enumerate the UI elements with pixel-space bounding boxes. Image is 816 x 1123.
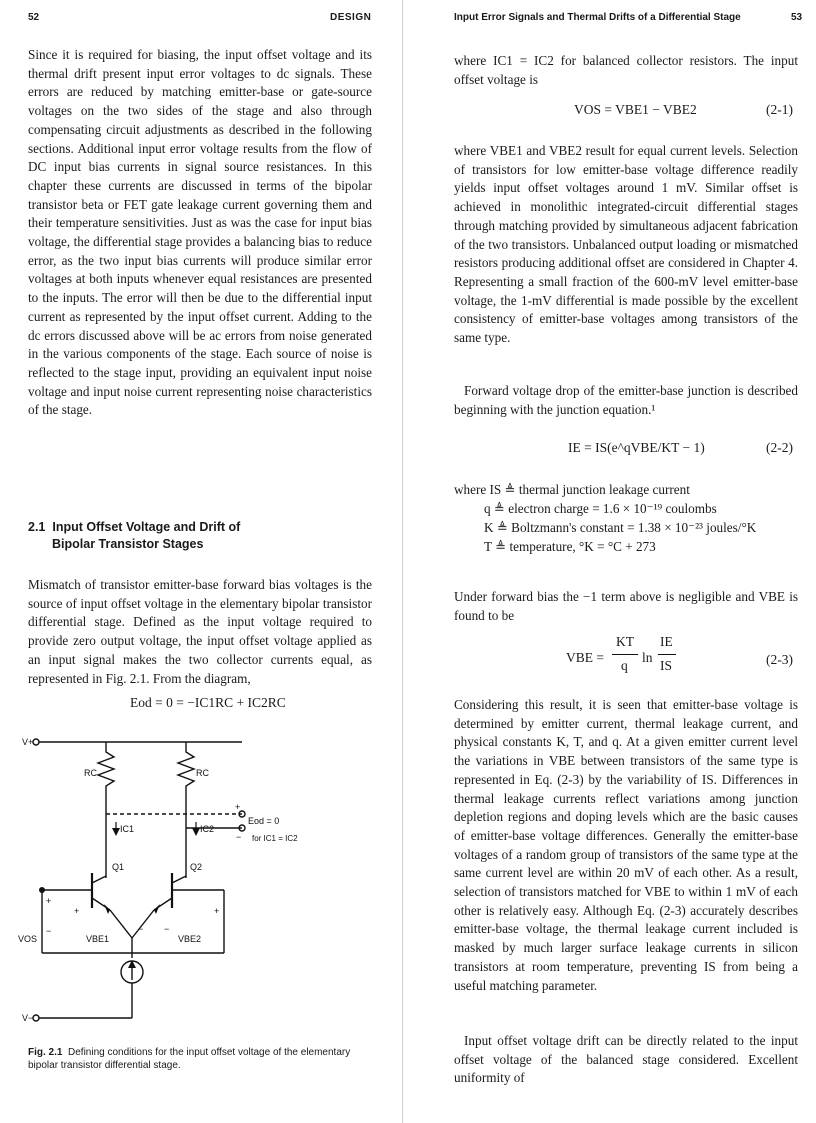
eq-2-3-bar2 <box>658 654 676 655</box>
vplus-terminal <box>33 739 39 745</box>
para-2: where VBE1 and VBE2 result for equal current levels. Selection of transistors for low emitter-base voltage difference readily yields input offset voltages around 1 mV. Similar offset is achieved in monolithic integrated-circuit differential stages through matching provided by simultaneous adjacent fabrication of the two transistors. Unbalanced output loading or mismatched resistors producing additional offset are considered in Chapter 4. Representing a small fraction of the 600-mV level emitter-base voltage, the 1-mV differential is made possible by the excellent consistency of emitter-base voltages among transistors of the same type. <box>454 143 798 346</box>
section-title-line2: Bipolar Transistor Stages <box>52 537 204 551</box>
para-4: Under forward bias the −1 term above is negligible and VBE is found to be <box>454 589 798 623</box>
eq-2-3-ie: IE <box>660 634 673 649</box>
left-page <box>0 0 400 1123</box>
where-line-1: where IS ≜ thermal junction leakage current <box>454 482 690 497</box>
right-page-number: 53 <box>791 12 803 23</box>
q2-collector <box>172 876 186 883</box>
vbe2-label: VBE2 <box>178 934 202 944</box>
vbe1-label: VBE1 <box>86 934 110 944</box>
eq-2-3-number: (2-3) <box>766 652 793 667</box>
para-3: Forward voltage drop of the emitter-base junction is described beginning with the junction equation.¹ <box>454 383 798 417</box>
left-running-head: DESIGN <box>330 12 372 23</box>
vbe1-plus: + <box>74 906 80 916</box>
figure-caption <box>28 1046 358 1072</box>
vos-minus: − <box>46 926 52 936</box>
para-5: Considering this result, it is seen that emitter-base voltage is determined by emitter current, thermal leakage current, and physical constants K, T, and q. At a given emitter current level the variations in VBE between transistors of the same type is represented in Eq. (2-3) by the variability of IS. Differences in thermal leakage currents reflect variations among junction depletion regions and doping levels which are the basic causes of emitter-base voltage differences. Generally the emitter-base voltages of a random group of transistors of the same type at the same current level are within 20 mV of each other. As a result, selection of transistors matched for VBE to within 1 mV of each other is relatively easy. Although Eq. (2-3) accurately describes emitter-base voltage, the thermal leakage current included is masked by much larger surface leakage currents in silicon transistors at room temperature, preventing IS from being a useful matching parameter. <box>454 697 798 993</box>
eq-2-3-is: IS <box>660 658 673 673</box>
para-1: where IC1 = IC2 for balanced collector resistors. The input offset voltage is <box>454 53 798 87</box>
q1-collector <box>92 876 106 883</box>
eq-2-3-ln: ln <box>642 650 653 665</box>
caption-text: Defining conditions for the input offset voltage of the elementary bipolar transistor differential stage. <box>28 1047 351 1071</box>
right-running-head: Input Error Signals and Thermal Drifts of a Differential Stage <box>454 12 741 23</box>
vos-label: VOS <box>18 934 38 944</box>
q1-label: Q1 <box>112 862 125 872</box>
vbe2-plus: + <box>214 906 220 916</box>
figure-2-1 <box>14 728 314 1038</box>
eod-plus: + <box>235 802 241 812</box>
where-line-2: q ≜ electron charge = 1.6 × 10⁻¹⁹ coulombs <box>484 501 717 516</box>
left-page-number: 52 <box>28 12 40 23</box>
equation-eod: Eod = 0 = −IC1RC + IC2RC <box>130 695 286 710</box>
section-title-line1: Input Offset Voltage and Drift of <box>52 520 241 534</box>
vplus-label: V+ <box>22 737 34 747</box>
rc1-resistor <box>98 742 114 814</box>
section-paragraph: Mismatch of transistor emitter-base forward bias voltages is the source of input offset voltage in the elementary bipolar transistor differential stage. Defined as the input voltage required to provide zero output voltage, the input offset voltage applied as an input signal makes the two collector currents equal, as represented in Fig. 2.1. From the diagram, <box>28 577 372 686</box>
for-label: for IC1 = IC2 <box>252 834 298 843</box>
vos-node <box>39 887 45 893</box>
section-number: 2.1 <box>28 520 46 534</box>
eq-2-1-number: (2-1) <box>766 102 793 117</box>
rc2-resistor <box>178 742 194 814</box>
para-6: Input offset voltage drift can be directly related to the input offset voltage of the balanced stage considered. Excellent uniformity of <box>454 1033 798 1086</box>
ic2-label: IC2 <box>200 824 215 834</box>
eod-minus: − <box>236 832 242 842</box>
q2-label: Q2 <box>190 862 203 872</box>
eq-2-3-lhs: VBE = <box>566 650 604 665</box>
eq-2-1: VOS = VBE1 − VBE2 <box>574 102 697 117</box>
eod-label: Eod = 0 <box>248 816 280 826</box>
where-line-3: K ≜ Boltzmann's constant = 1.38 × 10⁻²³ joules/°K <box>484 520 757 535</box>
vminus-label: V− <box>22 1013 34 1023</box>
emitter-join-1 <box>110 910 132 938</box>
rc2-label: RC <box>196 768 209 778</box>
vminus-terminal <box>33 1015 39 1021</box>
eq-2-3-kt: KT <box>616 634 634 649</box>
section-heading <box>28 519 368 553</box>
caption-label: Fig. 2.1 <box>28 1047 63 1058</box>
vos-plus: + <box>46 896 52 906</box>
rc1-label: RC <box>84 768 97 778</box>
ic1-label: IC1 <box>120 824 135 834</box>
where-line-4: T ≜ temperature, °K = °C + 273 <box>484 539 656 554</box>
vbe1-minus: − <box>138 924 144 934</box>
eq-2-3-q: q <box>621 658 628 673</box>
page-gutter <box>402 0 403 1123</box>
vbe2-minus: − <box>164 924 170 934</box>
eq-2-3 <box>566 634 696 684</box>
eq-2-2: IE = IS(e^qVBE/KT − 1) <box>568 440 705 455</box>
eq-2-2-number: (2-2) <box>766 440 793 455</box>
intro-paragraph: Since it is required for biasing, the input offset voltage and its thermal drift present input error voltages to dc signals. These errors are reduced by matching emitter-base or gate-source voltages on the two sides of the stage and also through compensating circuit adjustments as described in the following sections. Additional input error voltage results from the flow of DC input bias currents in signal source resistances. In this chapter these currents are discussed in terms of the bipolar transistor beta or FET gate leakage current governing them and their temperature sensitivities. Just as was the case for input bias voltage, the differential stage provides a balancing bias to reduce error, as the two input bias currents will produce similar error voltages at both inputs whenever equal resistances are presented to the inputs. The error will then be due to the differential input current as represented by the input offset current. Adding to the dc errors discussed above will be ac errors from noise generated in the various components of the stage. Each source of noise is reflected to the stage input, providing an equivalent input noise voltage and input noise current representing noise characteristics of the stage. <box>28 47 372 418</box>
eq-2-3-bar1 <box>612 654 638 655</box>
right-page <box>406 0 816 1123</box>
